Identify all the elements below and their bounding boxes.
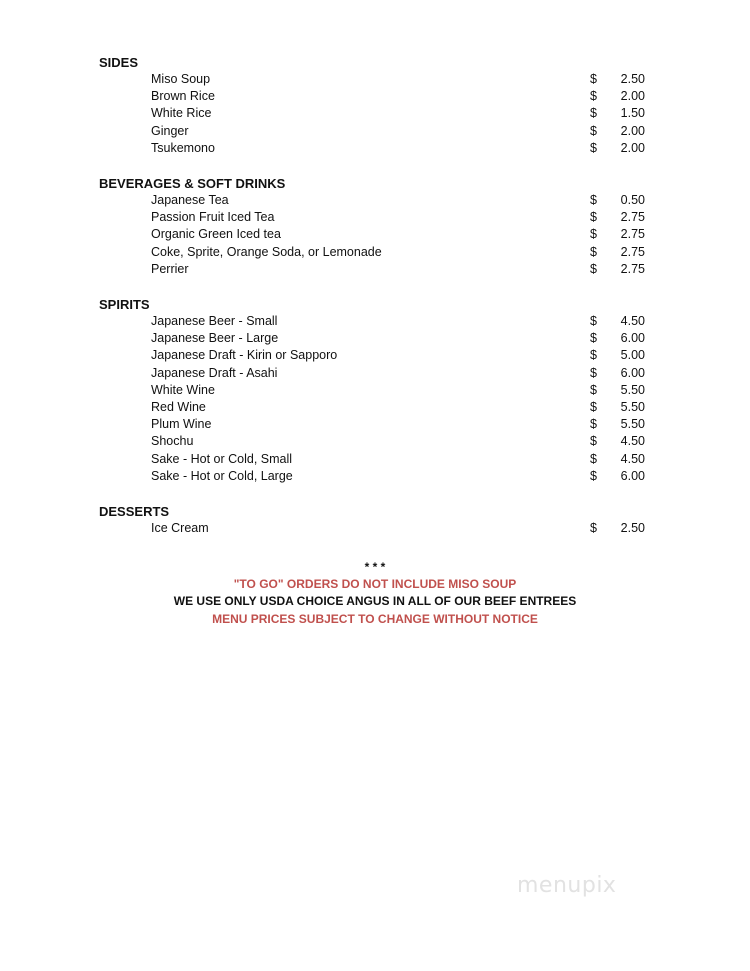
- item-name: Ginger: [151, 123, 189, 138]
- menu-item: [99, 520, 659, 537]
- item-currency: $: [590, 365, 597, 380]
- section-title: SPIRITS: [99, 297, 150, 312]
- item-name: Shochu: [151, 434, 194, 449]
- item-price: 5.50: [620, 399, 645, 414]
- item-currency: $: [590, 382, 597, 397]
- item-price: 5.50: [620, 382, 645, 397]
- item-currency: $: [590, 210, 597, 225]
- menu-item: [99, 313, 659, 330]
- item-price: 0.50: [620, 193, 645, 207]
- item-currency: $: [590, 468, 597, 483]
- item-price: 6.00: [620, 331, 645, 346]
- item-name: Miso Soup: [151, 72, 211, 86]
- menu-item: [99, 244, 659, 261]
- item-name: Perrier: [151, 261, 189, 276]
- item-price: 2.75: [620, 210, 645, 225]
- menu-item: [99, 347, 659, 364]
- item-name: Sake - Hot or Cold, Large: [151, 468, 293, 483]
- menu-item: [99, 226, 659, 243]
- item-name: Red Wine: [151, 399, 206, 414]
- section-sides: [99, 54, 659, 157]
- section-desserts: [99, 503, 659, 537]
- item-currency: $: [590, 193, 597, 207]
- item-name: Ice Cream: [151, 521, 209, 535]
- item-currency: $: [590, 314, 597, 328]
- item-name: Japanese Beer - Large: [151, 331, 279, 346]
- item-name: Japanese Draft - Kirin or Sapporo: [151, 348, 338, 363]
- menu-item: [99, 123, 659, 140]
- section-title: DESSERTS: [99, 504, 170, 519]
- item-price: 4.50: [620, 314, 645, 328]
- item-price: 5.50: [620, 417, 645, 432]
- item-price: 2.75: [620, 227, 645, 242]
- section-spirits: [99, 296, 659, 485]
- menu-item: [99, 433, 659, 450]
- item-price: 6.00: [620, 365, 645, 380]
- item-currency: $: [590, 244, 597, 259]
- item-currency: $: [590, 72, 597, 86]
- menu-item: [99, 261, 659, 278]
- item-price: 4.50: [620, 434, 645, 449]
- menu-item: [99, 399, 659, 416]
- item-price: 2.00: [620, 140, 645, 155]
- item-name: Brown Rice: [151, 89, 215, 104]
- beef-note: WE USE ONLY USDA CHOICE ANGUS IN ALL OF OUR BEEF ENTREES: [173, 594, 577, 609]
- item-price: 6.00: [620, 468, 645, 483]
- menu-item: [99, 88, 659, 105]
- item-name: Passion Fruit Iced Tea: [151, 210, 275, 225]
- item-price: 2.75: [620, 261, 645, 276]
- item-price: 5.00: [620, 348, 645, 363]
- to-go-note: "TO GO" ORDERS DO NOT INCLUDE MISO SOUP: [233, 577, 517, 592]
- item-currency: $: [590, 451, 597, 466]
- item-price: 1.50: [620, 106, 645, 121]
- menu-item: [99, 468, 659, 485]
- item-currency: $: [590, 140, 597, 155]
- item-currency: $: [590, 331, 597, 346]
- menu-item: [99, 192, 659, 209]
- menu-item: [99, 209, 659, 226]
- menu-item: [99, 365, 659, 382]
- menu-item: [99, 451, 659, 468]
- item-price: 2.50: [620, 521, 645, 535]
- section-beverages: [99, 175, 659, 278]
- item-name: Sake - Hot or Cold, Small: [151, 451, 293, 466]
- item-name: White Rice: [151, 106, 212, 121]
- item-currency: $: [590, 123, 597, 138]
- item-name: Japanese Draft - Asahi: [151, 365, 278, 380]
- item-price: 4.50: [620, 451, 645, 466]
- item-currency: $: [590, 434, 597, 449]
- menupix-watermark: menupix: [517, 873, 617, 898]
- item-name: Organic Green Iced tea: [151, 227, 281, 242]
- item-currency: $: [590, 521, 597, 535]
- menu-item: [99, 330, 659, 347]
- section-title: BEVERAGES & SOFT DRINKS: [99, 176, 286, 191]
- item-currency: $: [590, 106, 597, 121]
- menu-item: [99, 416, 659, 433]
- item-currency: $: [590, 399, 597, 414]
- item-currency: $: [590, 89, 597, 104]
- section-title: SIDES: [99, 55, 139, 70]
- menu-item: [99, 382, 659, 399]
- item-name: Tsukemono: [151, 140, 215, 155]
- item-name: Coke, Sprite, Orange Soda, or Lemonade: [151, 244, 382, 259]
- item-name: White Wine: [151, 382, 215, 397]
- separator: * * *: [364, 560, 386, 574]
- menu-notes: [0, 559, 750, 628]
- item-price: 2.00: [620, 89, 645, 104]
- price-change-note: MENU PRICES SUBJECT TO CHANGE WITHOUT NOTICE: [212, 611, 538, 626]
- menu-item: [99, 71, 659, 88]
- item-name: Plum Wine: [151, 417, 212, 432]
- item-price: 2.50: [620, 72, 645, 86]
- item-price: 2.75: [620, 244, 645, 259]
- item-name: Japanese Tea: [151, 193, 229, 207]
- item-currency: $: [590, 227, 597, 242]
- item-currency: $: [590, 348, 597, 363]
- item-name: Japanese Beer - Small: [151, 314, 278, 328]
- menu-item: [99, 140, 659, 157]
- item-currency: $: [590, 261, 597, 276]
- menu-item: [99, 105, 659, 122]
- item-price: 2.00: [620, 123, 645, 138]
- item-currency: $: [590, 417, 597, 432]
